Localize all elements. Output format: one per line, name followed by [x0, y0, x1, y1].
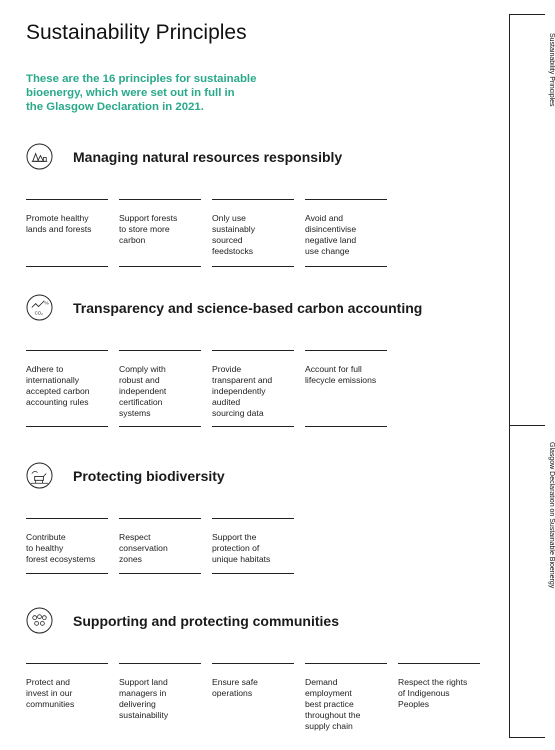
- principle-text: Support the protection of unique habitats: [212, 532, 271, 564]
- principle-text: Provide transparent and independently audited sourcing data: [212, 364, 273, 418]
- section-title: Managing natural resources responsibly: [73, 149, 343, 165]
- community-people-icon: [26, 607, 53, 634]
- principle-text: Respect conservation zones: [119, 532, 168, 564]
- principle-text: Promote healthy lands and forests: [26, 213, 92, 234]
- co2-percent-icon: [26, 294, 53, 321]
- side-tab-glasgow-declaration[interactable]: [509, 426, 555, 738]
- principle-text: Only use sustainably sourced feedstocks: [212, 213, 255, 256]
- intro-text: These are the 16 principles for sustainable bioenergy, which were set out in full in the Glasgow Declaration in 2021.: [26, 73, 257, 113]
- section-title: Protecting biodiversity: [73, 468, 225, 484]
- principle-text: Avoid and disincentivise negative land use change: [305, 213, 357, 256]
- principle-text: Support land managers in delivering sustainability: [119, 677, 169, 720]
- principle-text: Respect the rights of Indigenous Peoples: [398, 677, 468, 709]
- svg-text:%: %: [44, 301, 49, 307]
- side-tab-sustainability-principles[interactable]: [509, 14, 555, 426]
- principle-text: Contribute to healthy forest ecosystems: [26, 532, 96, 564]
- side-tab-label: Sustainability Principles: [548, 33, 555, 107]
- section-title: Transparency and science-based carbon accounting: [73, 300, 423, 316]
- svg-text:CO₂: CO₂: [34, 310, 43, 316]
- principle-text: Support forests to store more carbon: [119, 213, 178, 245]
- principle-text: Ensure safe operations: [212, 677, 258, 698]
- wildlife-habitat-icon: [26, 462, 53, 489]
- principle-text: Protect and invest in our communities: [26, 677, 75, 709]
- section-title: Supporting and protecting communities: [73, 613, 339, 629]
- principle-text: Account for full lifecycle emissions: [305, 364, 377, 385]
- principle-text: Adhere to internationally accepted carbon accounting rules: [26, 364, 90, 407]
- principle-text: Comply with robust and independent certification systems: [119, 364, 167, 418]
- page-title: Sustainability Principles: [26, 21, 247, 44]
- side-tab-label: Glasgow Declaration on Sustainable Bioenergy: [548, 442, 555, 589]
- principle-text: Demand employment best practice throughout the supply chain: [305, 677, 361, 731]
- forest-land-icon: [26, 143, 53, 170]
